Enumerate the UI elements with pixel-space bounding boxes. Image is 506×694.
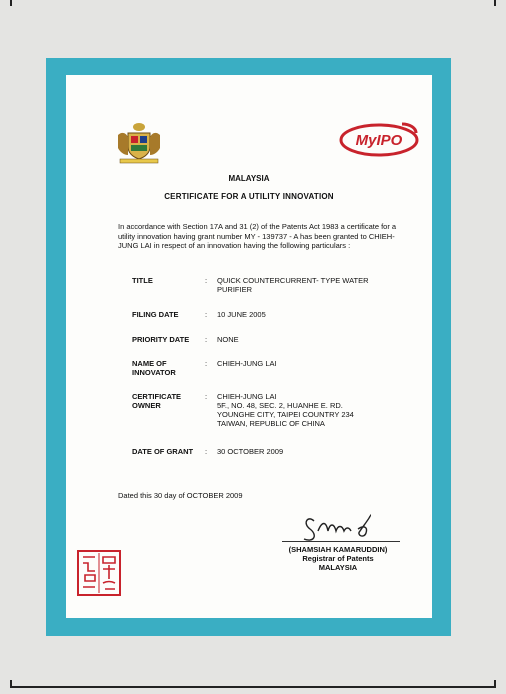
certificate-paper (66, 75, 432, 618)
field-label: FILING DATE (132, 310, 179, 319)
field-label: TITLE (132, 276, 153, 285)
coat-of-arms-icon (114, 121, 164, 165)
field-colon: : (205, 276, 208, 285)
certificate-title: CERTIFICATE FOR A UTILITY INNOVATION (164, 192, 334, 201)
field-value: NONE (217, 335, 239, 344)
field-value: 30 OCTOBER 2009 (217, 447, 284, 456)
registrar-country: MALAYSIA (318, 563, 358, 572)
field-label: DATE OF GRANT (132, 447, 194, 456)
field-colon: : (205, 310, 208, 319)
field-colon: : (205, 335, 208, 344)
intro-paragraph: In accordance with Section 17A and 31 (2) of the Patents Act 1983 a certificate for a utility innovation having grant number MY - 139737 - A has been granted to CHIEH-JUNG LAI in respect of an innovation having the following particulars : (118, 222, 397, 250)
field-colon: : (205, 447, 208, 456)
official-seal-stamp (76, 549, 122, 597)
field-label: CERTIFICATE OWNER (132, 392, 182, 410)
signature-mark (300, 509, 400, 543)
field-value: 10 JUNE 2005 (217, 310, 266, 319)
field-label: NAME OF INNOVATOR (132, 359, 176, 377)
svg-text:MyIPO: MyIPO (355, 132, 403, 149)
dated-line: Dated this 30 day of OCTOBER 2009 (118, 491, 243, 500)
signature-line (282, 541, 400, 542)
field-value: QUICK COUNTERCURRENT- TYPE WATER PURIFIER (217, 276, 369, 294)
field-value: CHIEH-JUNG LAI (217, 359, 277, 368)
country-heading: MALAYSIA (228, 174, 270, 183)
myipo-logo (338, 120, 420, 158)
frame-bottom (10, 680, 496, 688)
field-label: PRIORITY DATE (132, 335, 190, 344)
registrar-name: (SHAMSIAH KAMARUDDIN) (288, 545, 388, 554)
frame-top (10, 0, 496, 6)
field-value: CHIEH-JUNG LAI 5F., NO. 48, SEC. 2, HUANHE E. RD. YOUNGHE CITY, TAIPEI COUNTRY 234 TAIWAN, REPUBLIC OF CHINA (217, 392, 354, 428)
field-colon: : (205, 359, 208, 368)
registrar-role: Registrar of Patents (302, 554, 374, 563)
field-colon: : (205, 392, 208, 401)
